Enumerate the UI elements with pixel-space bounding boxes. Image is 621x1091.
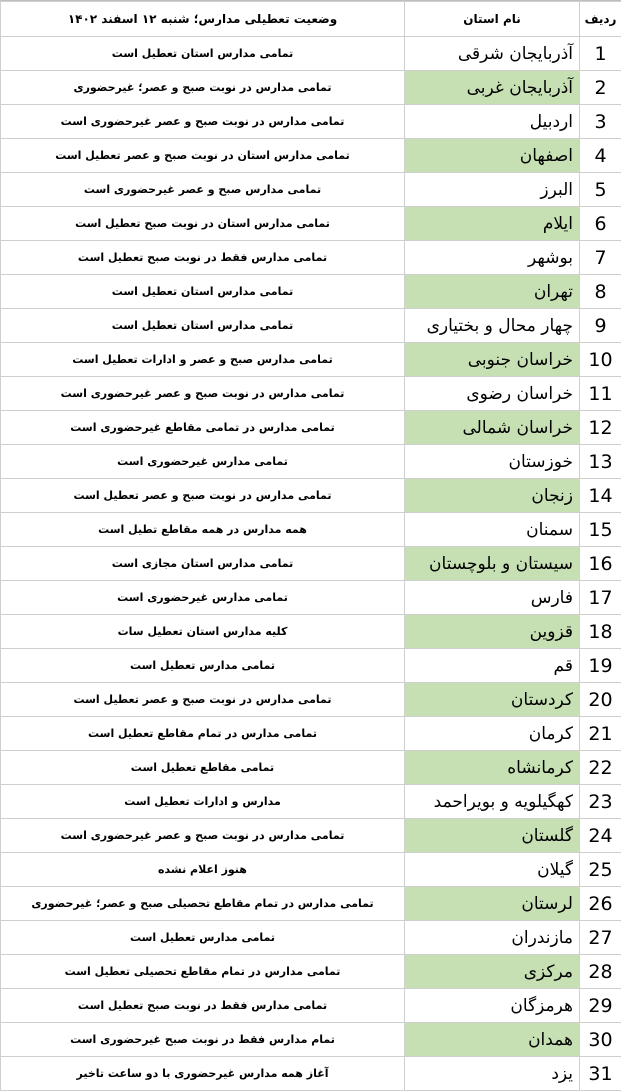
table-row xyxy=(1,1057,621,1091)
row-number-cell[interactable]: 4 xyxy=(580,139,621,173)
province-name-cell[interactable]: همدان xyxy=(405,1023,580,1057)
row-number-cell[interactable]: 30 xyxy=(580,1023,621,1057)
row-number-cell[interactable]: 26 xyxy=(580,887,621,921)
closure-status-cell[interactable]: تمامی مدارس فقط در نوبت صبح تعطیل است xyxy=(1,241,405,275)
closure-status-cell[interactable]: آغاز همه مدارس غیرحضوری با دو ساعت تاخیر xyxy=(1,1057,405,1091)
closure-status-cell[interactable]: تمامی مدارس در نوبت صبح و عصر تعطیل است xyxy=(1,683,405,717)
row-number-cell[interactable]: 21 xyxy=(580,717,621,751)
province-name-cell[interactable]: آذربایجان غربی xyxy=(405,71,580,105)
table-row xyxy=(1,649,621,683)
province-name-cell[interactable]: مرکزی xyxy=(405,955,580,989)
table-row xyxy=(1,479,621,513)
table-row xyxy=(1,683,621,717)
table-row xyxy=(1,717,621,751)
closure-status-cell[interactable]: تمام مدارس فقط در نوبت صبح غیرحضوری است xyxy=(1,1023,405,1057)
table-row xyxy=(1,139,621,173)
table-row xyxy=(1,105,621,139)
row-number-cell[interactable]: 18 xyxy=(580,615,621,649)
school-closure-table xyxy=(0,1,621,1091)
row-number-cell[interactable]: 11 xyxy=(580,377,621,411)
table-row xyxy=(1,751,621,785)
table-row xyxy=(1,853,621,887)
closure-status-cell[interactable]: تمامی مدارس در نوبت صبح و عصر تعطیل است xyxy=(1,479,405,513)
row-number-cell[interactable]: 27 xyxy=(580,921,621,955)
row-number-cell[interactable]: 3 xyxy=(580,105,621,139)
table-row xyxy=(1,343,621,377)
closure-status-cell[interactable]: تمامی مدارس در تمامی مقاطع غیرحضوری است xyxy=(1,411,405,445)
closure-status-cell[interactable]: تمامی مدارس استان تعطیل است xyxy=(1,37,405,71)
row-number-cell[interactable]: 5 xyxy=(580,173,621,207)
province-name-cell[interactable]: اردبیل xyxy=(405,105,580,139)
row-number-cell[interactable]: 13 xyxy=(580,445,621,479)
row-number-cell[interactable]: 9 xyxy=(580,309,621,343)
closure-status-cell[interactable]: تمامی مدارس استان در نوبت صبح و عصر تعطیل است xyxy=(1,139,405,173)
table-row xyxy=(1,377,621,411)
header-row xyxy=(1,2,621,37)
province-name-cell[interactable]: مازندران xyxy=(405,921,580,955)
row-number-cell[interactable]: 23 xyxy=(580,785,621,819)
province-name-cell[interactable]: کهگیلویه و بویراحمد xyxy=(405,785,580,819)
closure-status-cell[interactable]: تمامی مدارس در تمام مقاطع تعطیل است xyxy=(1,717,405,751)
row-number-cell[interactable]: 31 xyxy=(580,1057,621,1091)
province-name-cell[interactable]: البرز xyxy=(405,173,580,207)
row-number-cell[interactable]: 7 xyxy=(580,241,621,275)
table-row xyxy=(1,581,621,615)
row-number-cell[interactable]: 12 xyxy=(580,411,621,445)
closure-status-cell[interactable]: تمامی مدارس غیرحضوری است xyxy=(1,445,405,479)
header-closure-status[interactable]: وضعیت تعطیلی مدارس؛ شنبه ۱۲ اسفند ۱۴۰۲ xyxy=(1,2,405,37)
province-name-cell[interactable]: خراسان رضوی xyxy=(405,377,580,411)
row-number-cell[interactable]: 1 xyxy=(580,37,621,71)
province-name-cell[interactable]: تهران xyxy=(405,275,580,309)
province-name-cell[interactable]: بوشهر xyxy=(405,241,580,275)
closure-status-cell[interactable]: تمامی مدارس صبح و عصر و ادارات تعطیل است xyxy=(1,343,405,377)
header-row-number[interactable]: ردیف xyxy=(580,2,621,37)
province-name-cell[interactable]: گیلان xyxy=(405,853,580,887)
province-name-cell[interactable]: ایلام xyxy=(405,207,580,241)
table-row xyxy=(1,921,621,955)
table-row xyxy=(1,989,621,1023)
province-name-cell[interactable]: آذربایجان شرقی xyxy=(405,37,580,71)
province-name-cell[interactable]: سیستان و بلوچستان xyxy=(405,547,580,581)
closure-status-cell[interactable]: تمامی مدارس استان مجازی است xyxy=(1,547,405,581)
province-name-cell[interactable]: کرمانشاه xyxy=(405,751,580,785)
closure-status-cell[interactable]: همه مدارس در همه مقاطع تطیل است xyxy=(1,513,405,547)
province-name-cell[interactable]: کردستان xyxy=(405,683,580,717)
closure-status-cell[interactable]: کلیه مدارس استان تعطیل سات xyxy=(1,615,405,649)
row-number-cell[interactable]: 15 xyxy=(580,513,621,547)
table-row xyxy=(1,275,621,309)
row-number-cell[interactable]: 20 xyxy=(580,683,621,717)
province-name-cell[interactable]: فارس xyxy=(405,581,580,615)
closure-status-cell[interactable]: تمامی مدارس فقط در نوبت صبح تعطیل است xyxy=(1,989,405,1023)
table-row xyxy=(1,955,621,989)
row-number-cell[interactable]: 16 xyxy=(580,547,621,581)
table-row xyxy=(1,1023,621,1057)
closure-status-cell[interactable]: تمامی مدارس در نوبت صبح و عصر؛ غیرحضوری xyxy=(1,71,405,105)
table-row xyxy=(1,819,621,853)
table-row xyxy=(1,445,621,479)
header-province-name[interactable]: نام استان xyxy=(405,2,580,37)
closure-status-cell[interactable]: تمامی مدارس تعطیل است xyxy=(1,921,405,955)
closure-status-cell[interactable]: تمامی مدارس استان در نوبت صبح تعطیل است xyxy=(1,207,405,241)
closure-status-cell[interactable]: تمامی مدارس در نوبت صبح و عصر غیرحضوری است xyxy=(1,819,405,853)
closure-status-cell[interactable]: مدارس و ادارات تعطیل است xyxy=(1,785,405,819)
row-number-cell[interactable]: 14 xyxy=(580,479,621,513)
table-row xyxy=(1,887,621,921)
row-number-cell[interactable]: 22 xyxy=(580,751,621,785)
table-row xyxy=(1,615,621,649)
province-name-cell[interactable]: هرمزگان xyxy=(405,989,580,1023)
row-number-cell[interactable]: 19 xyxy=(580,649,621,683)
closure-status-cell[interactable]: تمامی مدارس در تمام مقاطع تحصیلی صبح و عصر؛ غیرحضوری xyxy=(1,887,405,921)
row-number-cell[interactable]: 24 xyxy=(580,819,621,853)
table-row xyxy=(1,547,621,581)
table-row xyxy=(1,71,621,105)
province-name-cell[interactable]: سمنان xyxy=(405,513,580,547)
closure-status-cell[interactable]: تمامی مدارس صبح و عصر غیرحضوری است xyxy=(1,173,405,207)
closure-status-cell[interactable]: تمامی مدارس استان تعطیل است xyxy=(1,275,405,309)
table-row xyxy=(1,173,621,207)
closure-status-cell[interactable]: تمامی مدارس در نوبت صبح و عصر غیرحضوری است xyxy=(1,105,405,139)
province-name-cell[interactable]: یزد xyxy=(405,1057,580,1091)
row-number-cell[interactable]: 2 xyxy=(580,71,621,105)
province-name-cell[interactable]: قزوین xyxy=(405,615,580,649)
table-row xyxy=(1,309,621,343)
province-name-cell[interactable]: زنجان xyxy=(405,479,580,513)
row-number-cell[interactable]: 28 xyxy=(580,955,621,989)
row-number-cell[interactable]: 25 xyxy=(580,853,621,887)
closure-status-cell[interactable]: تمامی مدارس غیرحضوری است xyxy=(1,581,405,615)
closure-status-cell[interactable]: تمامی مدارس تعطیل است xyxy=(1,649,405,683)
row-number-cell[interactable]: 17 xyxy=(580,581,621,615)
province-name-cell[interactable]: خراسان جنوبی xyxy=(405,343,580,377)
table-row xyxy=(1,207,621,241)
province-name-cell[interactable]: خوزستان xyxy=(405,445,580,479)
table-row xyxy=(1,37,621,71)
province-name-cell[interactable]: چهار محال و بختیاری xyxy=(405,309,580,343)
province-name-cell[interactable]: لرستان xyxy=(405,887,580,921)
closure-status-cell[interactable]: تمامی مدارس استان تعطیل است xyxy=(1,309,405,343)
closure-status-cell[interactable]: تمامی مقاطع تعطیل است xyxy=(1,751,405,785)
table-body xyxy=(1,2,621,1091)
table-row xyxy=(1,513,621,547)
province-name-cell[interactable]: قم xyxy=(405,649,580,683)
row-number-cell[interactable]: 6 xyxy=(580,207,621,241)
province-name-cell[interactable]: کرمان xyxy=(405,717,580,751)
province-name-cell[interactable]: گلستان xyxy=(405,819,580,853)
province-name-cell[interactable]: اصفهان xyxy=(405,139,580,173)
row-number-cell[interactable]: 10 xyxy=(580,343,621,377)
table-row xyxy=(1,785,621,819)
closure-status-cell[interactable]: تمامی مدارس در تمام مقاطع تحصیلی تعطیل است xyxy=(1,955,405,989)
row-number-cell[interactable]: 29 xyxy=(580,989,621,1023)
row-number-cell[interactable]: 8 xyxy=(580,275,621,309)
closure-status-cell[interactable]: هنوز اعلام نشده xyxy=(1,853,405,887)
table-row xyxy=(1,241,621,275)
table-row xyxy=(1,411,621,445)
closure-status-cell[interactable]: تمامی مدارس در نوبت صبح و عصر غیرحضوری است xyxy=(1,377,405,411)
province-name-cell[interactable]: خراسان شمالی xyxy=(405,411,580,445)
